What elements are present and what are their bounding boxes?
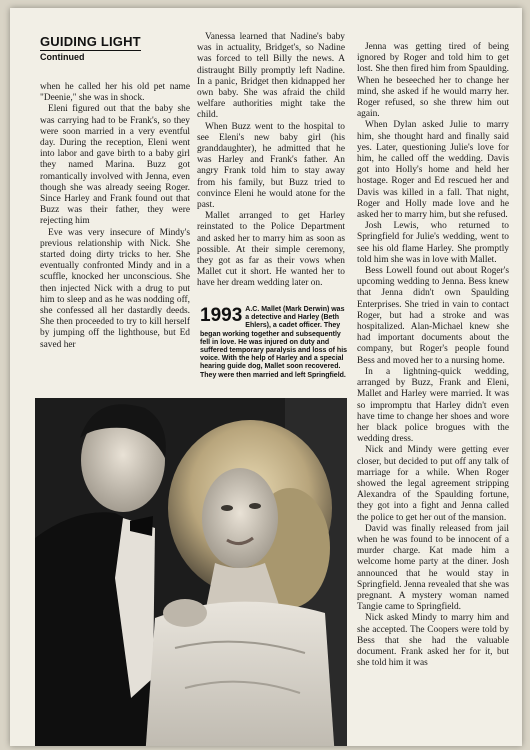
paragraph: Jenna was getting tired of being ignored by Roger and told him to get lost. She then fired him from Spaulding. When he beseeched her to change her mind, she asked if he would marry her. Roger refused, so she threw him out again.	[357, 42, 509, 120]
paragraph: David was finally released from jail when he was found to be innocent of a murder charge. Kat made him a welcome home party at the diner. Josh announced that he would stay in Springfield. Jenna revealed that she was pregnant. A mystery woman named Tangie came to Springfield.	[357, 523, 509, 613]
caption-text: A.C. Mallet (Mark Derwin) was a detective and Harley (Beth Ehlers), a cadet officer. They began working together and subsequently fell in love. He was injured on duty and suffered temporary paralysis and loss of his voice. With the help of Harley and a special hearing guide dog, Mallet soon recovered. They were then married and left Springfield.	[200, 306, 348, 379]
paragraph: When Buzz went to the hospital to see Eleni's new baby girl (his granddaughter), he admitted that he was Harley and Frank's father. An angry Frank told him to stay away from his family, but Buzz tried to convince Eleni he would atone for the past.	[197, 121, 345, 211]
paragraph: When Dylan asked Julie to marry him, she thought hard and finally said yes. Later, questioning Julie's love for him, he called off the wedding. Davis got into Holly's home and held her hostage. Roger and Ed rescued her and Davis was killed in a fall. That night, Roger and Holly made love and he asked her to marry him, but she refused.	[357, 120, 509, 221]
paragraph: Nick asked Mindy to marry him and she accepted. The Coopers were told by Bess that she had the valuable document. Frank asked her for it, but she told him it was	[357, 613, 509, 669]
paragraph: Vanessa learned that Nadine's baby was in actuality, Bridget's, so Nadine was forced to tell Billy the news. A distraught Billy promptly left Nadine. In a panic, Bridget then kidnapped her own baby. She was afraid the child welfare authorities might take the child.	[197, 32, 345, 121]
text-column-1	[40, 82, 190, 351]
photo-caption	[200, 306, 348, 380]
text-column-2	[197, 32, 345, 290]
caption-year: 1993	[200, 305, 243, 326]
section-title: GUIDING LIGHT	[40, 34, 141, 49]
paragraph: when he called her his old pet name "Deenie," she was in shock.	[40, 82, 190, 104]
paragraph: Nick and Mindy were getting ever closer, but decided to put off any talk of marriage for a while. When Roger showed the legal agreement stripping Alexandra of the Spaulding fortune, they got into a fight and Jenna called the police to get her out of the mansion.	[357, 445, 509, 523]
paragraph: Eve was very insecure of Mindy's previous relationship with Nick. She started doing dirty tricks to her. She eventually confronted Mindy and in a scuffle, knocked her unconscious. She then injected Nick with a drug to put him to sleep and as he was nodding off, she confessed all her dastardly deeds. She then proceeded to try to kill herself by jumping off the lighthouse, but Ed saved her	[40, 227, 190, 350]
paragraph: Bess Lowell found out about Roger's upcoming wedding to Jenna. Bess knew that Jenna didn't own Spaulding Enterprises. She tried in vain to contact Roger, but had a stroke and was hospitalized. Alan-Michael knew she had important documents about the company, but Roger's people found Bess and moved her to a nursing home.	[357, 266, 509, 366]
section-header	[40, 33, 190, 62]
paragraph: Mallet arranged to get Harley reinstated to the Police Department and asked her to marry him as soon as possible. At their simple ceremony, they got as far as their vows when Mallet cut it short. He wanted her to have her dream wedding later on.	[197, 211, 345, 289]
paragraph: Eleni figured out that the baby she was carrying had to be Frank's, so they were soon married in a very eventful day. During the reception, Eleni went into labor and gave birth to a baby girl they named Marina. Buzz got romantically involved with Jenna, even though she was already seeing Roger. Since Harley and Frank found out that Buzz was their father, they were rejecting him	[40, 104, 190, 227]
magazine-page	[10, 8, 522, 746]
wedding-photo	[35, 398, 347, 746]
text-column-3	[357, 42, 509, 669]
paragraph: Josh Lewis, who returned to Springfield for Julie's wedding, went to see his old flame Harley. She promptly told him she was in love with Mallet.	[357, 221, 509, 265]
paragraph: In a lightning-quick wedding, arranged by Buzz, Frank and Eleni, Mallet and Harley were married. It was so impromptu that Harley didn't even have time to change her shoes and wore her black police brogues with the wedding dress.	[357, 366, 509, 445]
section-subtitle: Continued	[40, 52, 85, 62]
photo-illustration	[35, 398, 347, 746]
